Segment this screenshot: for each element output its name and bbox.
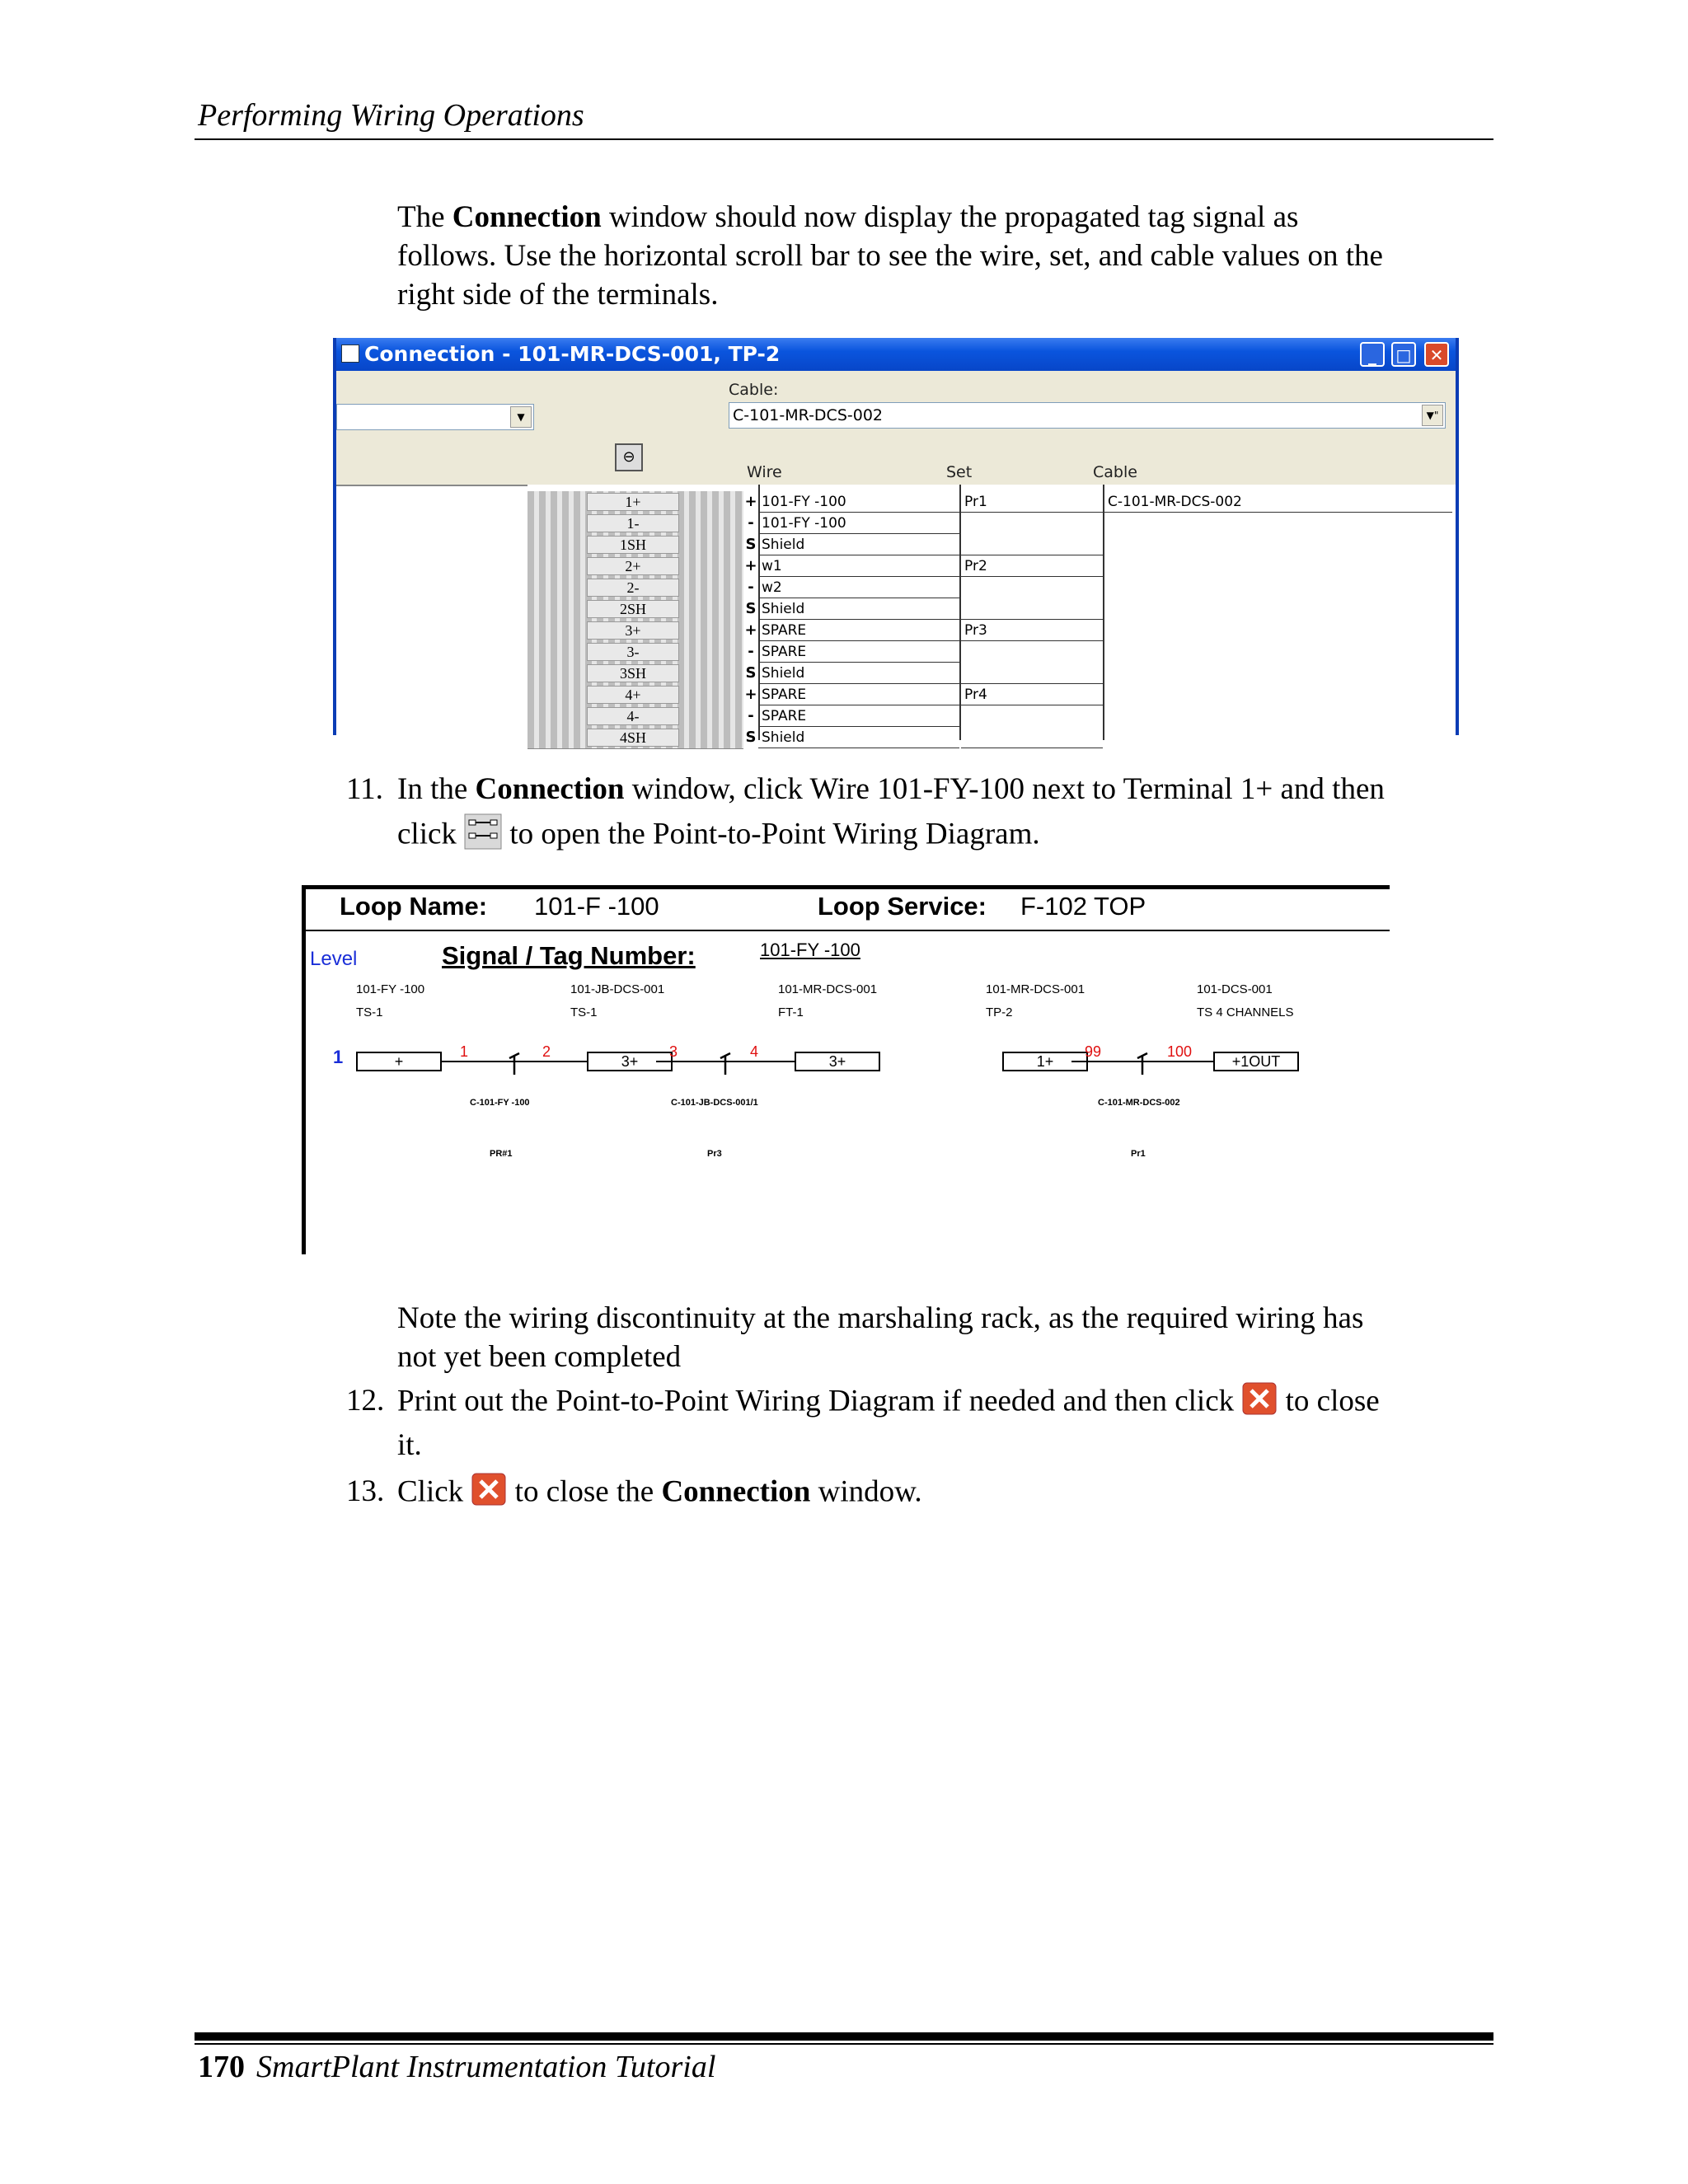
cable-cell[interactable] bbox=[1104, 663, 1452, 684]
polarity-sign: + bbox=[744, 493, 757, 510]
note-line-2: not yet been completed bbox=[397, 1340, 682, 1374]
step-text-2: window, click Wire 101-FY-100 next to Terminal 1+ and then bbox=[624, 772, 1385, 806]
polarity-sign: + bbox=[744, 686, 757, 703]
step-text-3: it. bbox=[397, 1428, 422, 1462]
cable-combo[interactable] bbox=[729, 402, 1446, 429]
set-cell[interactable] bbox=[961, 663, 1103, 684]
terminal-strip bbox=[528, 705, 743, 728]
terminal-strip bbox=[528, 577, 743, 599]
intro-text-2: window should now display the propagated tag signal as bbox=[601, 200, 1299, 234]
step-bold: Connection bbox=[661, 1474, 811, 1509]
cable-tick-icon bbox=[1137, 1053, 1147, 1075]
window-toolbar bbox=[336, 371, 1456, 491]
loop-name-value: 101-F -100 bbox=[534, 892, 659, 921]
terminal-strip bbox=[528, 620, 743, 642]
step-text-3: window. bbox=[810, 1474, 922, 1509]
wiring-diagram-icon bbox=[464, 813, 502, 860]
terminal-name[interactable]: 3+ bbox=[587, 621, 679, 640]
cable-cell[interactable] bbox=[1104, 684, 1452, 705]
intro-paragraph bbox=[397, 198, 1383, 314]
terminal-strip bbox=[528, 663, 743, 685]
terminal-strip bbox=[528, 684, 743, 706]
device-sub: FT-1 bbox=[778, 1005, 804, 1019]
wire-cell[interactable]: SPARE bbox=[758, 641, 959, 663]
device-name: 101-JB-DCS-001 bbox=[570, 982, 665, 996]
polarity-sign: + bbox=[744, 557, 757, 574]
filter-icon[interactable]: ⊖ bbox=[615, 443, 643, 471]
step-text: Print out the Point-to-Point Wiring Diagram if needed and then click bbox=[397, 1384, 1242, 1418]
set-cell[interactable]: Pr4 bbox=[961, 684, 1103, 705]
terminal-row[interactable] bbox=[528, 513, 1456, 534]
cable-cell[interactable] bbox=[1104, 534, 1452, 555]
step-12 bbox=[346, 1381, 1380, 1465]
close-button[interactable]: ✕ bbox=[1424, 342, 1449, 367]
cable-label: C-101-FY -100 bbox=[470, 1098, 530, 1108]
intro-bold: Connection bbox=[452, 200, 602, 234]
cable-label: C-101-JB-DCS-001/1 bbox=[671, 1098, 758, 1108]
footer-title: SmartPlant Instrumentation Tutorial bbox=[256, 2050, 716, 2084]
polarity-sign: - bbox=[748, 514, 754, 532]
polarity-sign: + bbox=[744, 621, 757, 639]
footer-rule-thin bbox=[195, 2043, 1493, 2045]
step-text-2: to close the bbox=[507, 1474, 662, 1509]
terminal-strip bbox=[528, 534, 743, 556]
footer-rule bbox=[195, 2032, 1493, 2041]
polarity-sign: - bbox=[748, 643, 754, 660]
terminal-strip bbox=[528, 727, 743, 749]
step-11 bbox=[346, 770, 1385, 860]
cable-cell[interactable] bbox=[1104, 598, 1452, 620]
col-wire-header: Wire bbox=[747, 463, 782, 481]
device-sub: TP-2 bbox=[986, 1005, 1013, 1019]
pair-label: Pr1 bbox=[1131, 1149, 1146, 1159]
intro-text: The bbox=[397, 200, 452, 234]
set-cell[interactable] bbox=[961, 641, 1103, 663]
left-combo[interactable] bbox=[336, 404, 534, 430]
cable-value: C-101-MR-DCS-002 bbox=[733, 406, 884, 424]
wire-cell[interactable]: SPARE bbox=[758, 684, 959, 705]
wire-cell[interactable]: Shield bbox=[758, 534, 959, 555]
terminal-box[interactable]: 1+ bbox=[1002, 1052, 1088, 1071]
step-text-2: to close bbox=[1278, 1384, 1380, 1418]
set-cell[interactable]: Pr1 bbox=[961, 491, 1103, 513]
step-13 bbox=[346, 1472, 922, 1516]
terminal-strip bbox=[528, 641, 743, 663]
terminal-row[interactable] bbox=[528, 663, 1456, 684]
cable-cell[interactable]: C-101-MR-DCS-002 bbox=[1104, 491, 1452, 513]
wire-number: 1 bbox=[460, 1043, 469, 1060]
cable-label: C-101-MR-DCS-002 bbox=[1098, 1098, 1180, 1108]
polarity-sign: S bbox=[745, 664, 757, 682]
set-cell[interactable]: Pr3 bbox=[961, 620, 1103, 641]
terminal-name[interactable]: 2+ bbox=[587, 557, 679, 575]
terminal-name[interactable]: 3SH bbox=[587, 664, 679, 682]
wire-cell[interactable]: w2 bbox=[758, 577, 959, 598]
wire-number: 3 bbox=[669, 1043, 678, 1060]
step-bold: Connection bbox=[475, 772, 625, 806]
loop-service-value: F-102 TOP bbox=[1020, 892, 1146, 921]
loop-name-label: Loop Name: bbox=[340, 892, 488, 921]
device-name: 101-MR-DCS-001 bbox=[778, 982, 878, 996]
terminal-box[interactable]: + bbox=[356, 1052, 442, 1071]
wire-cell[interactable]: 101-FY -100 bbox=[758, 491, 959, 513]
terminal-name[interactable]: 1SH bbox=[587, 536, 679, 554]
terminal-row[interactable] bbox=[528, 620, 1456, 641]
device-sub: TS 4 CHANNELS bbox=[1197, 1005, 1294, 1019]
set-cell[interactable] bbox=[961, 513, 1103, 534]
level-value: 1 bbox=[333, 1047, 344, 1067]
terminal-row[interactable] bbox=[528, 705, 1456, 727]
close-icon bbox=[1241, 1381, 1278, 1426]
maximize-button[interactable]: □ bbox=[1391, 342, 1416, 367]
level-label: Level bbox=[310, 948, 358, 970]
connection-window bbox=[333, 338, 1459, 746]
polarity-sign: - bbox=[748, 579, 754, 596]
terminal-strip bbox=[528, 513, 743, 535]
cable-cell[interactable] bbox=[1104, 620, 1452, 641]
wire-number: 99 bbox=[1085, 1043, 1102, 1060]
note-line-1: Note the wiring discontinuity at the marshaling rack, as the required wiring has bbox=[397, 1301, 1364, 1335]
col-cable-header: Cable bbox=[1093, 463, 1137, 481]
signal-label: Signal / Tag Number: bbox=[442, 941, 696, 970]
polarity-sign: S bbox=[745, 536, 757, 553]
polarity-sign: - bbox=[748, 707, 754, 724]
note-paragraph bbox=[397, 1299, 1363, 1376]
left-panel bbox=[336, 485, 528, 735]
terminal-name[interactable]: 4SH bbox=[587, 729, 679, 747]
terminal-name[interactable]: 2SH bbox=[587, 600, 679, 618]
set-cell[interactable]: Pr2 bbox=[961, 555, 1103, 577]
terminal-grid bbox=[336, 485, 1456, 746]
signal-value: 101-FY -100 bbox=[760, 940, 860, 960]
device-name: 101-DCS-001 bbox=[1197, 982, 1273, 996]
device-sub: TS-1 bbox=[570, 1005, 598, 1019]
wire-cell[interactable]: Shield bbox=[758, 598, 959, 620]
step-text-4: to open the Point-to-Point Wiring Diagram. bbox=[502, 817, 1040, 851]
window-icon bbox=[341, 344, 359, 363]
terminal-row[interactable] bbox=[528, 555, 1456, 577]
intro-line-3: right side of the terminals. bbox=[397, 278, 719, 312]
wire-cell[interactable]: SPARE bbox=[758, 705, 959, 727]
wire-number: 100 bbox=[1167, 1043, 1193, 1060]
terminal-strip bbox=[528, 598, 743, 621]
cable-label: Cable: bbox=[729, 381, 779, 399]
wire-col-line bbox=[758, 485, 760, 740]
cable-cell[interactable] bbox=[1104, 705, 1452, 727]
wire-number: 2 bbox=[542, 1043, 551, 1060]
step-text: Click bbox=[397, 1474, 471, 1509]
set-cell[interactable] bbox=[961, 534, 1103, 555]
terminal-row[interactable] bbox=[528, 577, 1456, 598]
terminal-box[interactable]: 3+ bbox=[587, 1052, 673, 1071]
set-cell[interactable] bbox=[961, 705, 1103, 727]
step-number: 13. bbox=[346, 1474, 385, 1509]
page-number: 170 bbox=[198, 2050, 245, 2084]
window-title: Connection - 101-MR-DCS-001, TP-2 bbox=[364, 342, 781, 366]
col-set-header: Set bbox=[946, 463, 973, 481]
terminal-box[interactable]: +1OUT bbox=[1213, 1052, 1299, 1071]
close-icon bbox=[471, 1472, 507, 1516]
step-number: 11. bbox=[346, 772, 383, 806]
pair-label: PR#1 bbox=[490, 1149, 513, 1159]
set-cell[interactable] bbox=[961, 577, 1103, 598]
intro-line-2: follows. Use the horizontal scroll bar to see the wire, set, and cable values on the bbox=[397, 239, 1383, 273]
chevron-down-icon[interactable]: ▼" bbox=[1422, 405, 1443, 426]
terminal-strip bbox=[528, 555, 743, 578]
window-titlebar bbox=[336, 338, 1456, 371]
chevron-down-icon[interactable]: ▼ bbox=[510, 406, 532, 428]
terminal-row[interactable] bbox=[528, 727, 1456, 748]
loop-service-label: Loop Service: bbox=[818, 892, 987, 921]
cable-col-line bbox=[1103, 485, 1104, 740]
cable-cell[interactable] bbox=[1104, 577, 1452, 598]
cable-tick-icon bbox=[720, 1053, 730, 1075]
diagram-lines bbox=[302, 885, 1390, 1258]
terminal-row[interactable] bbox=[528, 684, 1456, 705]
terminal-name[interactable]: 1- bbox=[587, 514, 679, 532]
cable-cell[interactable] bbox=[1104, 641, 1452, 663]
wiring-diagram bbox=[302, 885, 1390, 1258]
minimize-button[interactable]: _ bbox=[1360, 342, 1385, 367]
set-cell[interactable] bbox=[961, 598, 1103, 620]
wire-cell[interactable]: SPARE bbox=[758, 620, 959, 641]
running-header: Performing Wiring Operations bbox=[198, 98, 584, 133]
set-col-line bbox=[959, 485, 961, 740]
terminal-name[interactable]: 1+ bbox=[587, 493, 679, 511]
set-cell[interactable] bbox=[961, 727, 1103, 748]
wire-cell[interactable]: 101-FY -100 bbox=[758, 513, 959, 534]
pair-label: Pr3 bbox=[707, 1149, 722, 1159]
terminal-row[interactable] bbox=[528, 598, 1456, 620]
step-text-3: click bbox=[397, 817, 465, 851]
terminal-name[interactable]: 4- bbox=[587, 707, 679, 725]
terminal-box[interactable]: 3+ bbox=[795, 1052, 880, 1071]
wire-cell[interactable]: w1 bbox=[758, 555, 959, 577]
polarity-sign: S bbox=[745, 729, 757, 746]
wire-number: 4 bbox=[750, 1043, 759, 1060]
cable-cell[interactable] bbox=[1104, 727, 1452, 748]
wire-cell[interactable]: Shield bbox=[758, 727, 959, 748]
cable-cell[interactable] bbox=[1104, 555, 1452, 577]
step-number: 12. bbox=[346, 1384, 385, 1418]
polarity-sign: S bbox=[745, 600, 757, 617]
header-rule bbox=[195, 138, 1493, 140]
device-sub: TS-1 bbox=[356, 1005, 383, 1019]
terminal-row[interactable] bbox=[528, 491, 1456, 513]
device-name: 101-MR-DCS-001 bbox=[986, 982, 1085, 996]
terminal-name[interactable]: 4+ bbox=[587, 686, 679, 704]
cable-cell[interactable] bbox=[1104, 513, 1452, 534]
page-footer bbox=[198, 2049, 715, 2085]
wire-cell[interactable]: Shield bbox=[758, 663, 959, 684]
terminal-strip bbox=[528, 491, 743, 513]
terminal-row[interactable] bbox=[528, 534, 1456, 555]
terminal-name[interactable]: 2- bbox=[587, 579, 679, 597]
cable-tick-icon bbox=[509, 1053, 519, 1075]
terminal-row[interactable] bbox=[528, 641, 1456, 663]
terminal-name[interactable]: 3- bbox=[587, 643, 679, 661]
step-text: In the bbox=[397, 772, 476, 806]
device-name: 101-FY -100 bbox=[356, 982, 425, 996]
